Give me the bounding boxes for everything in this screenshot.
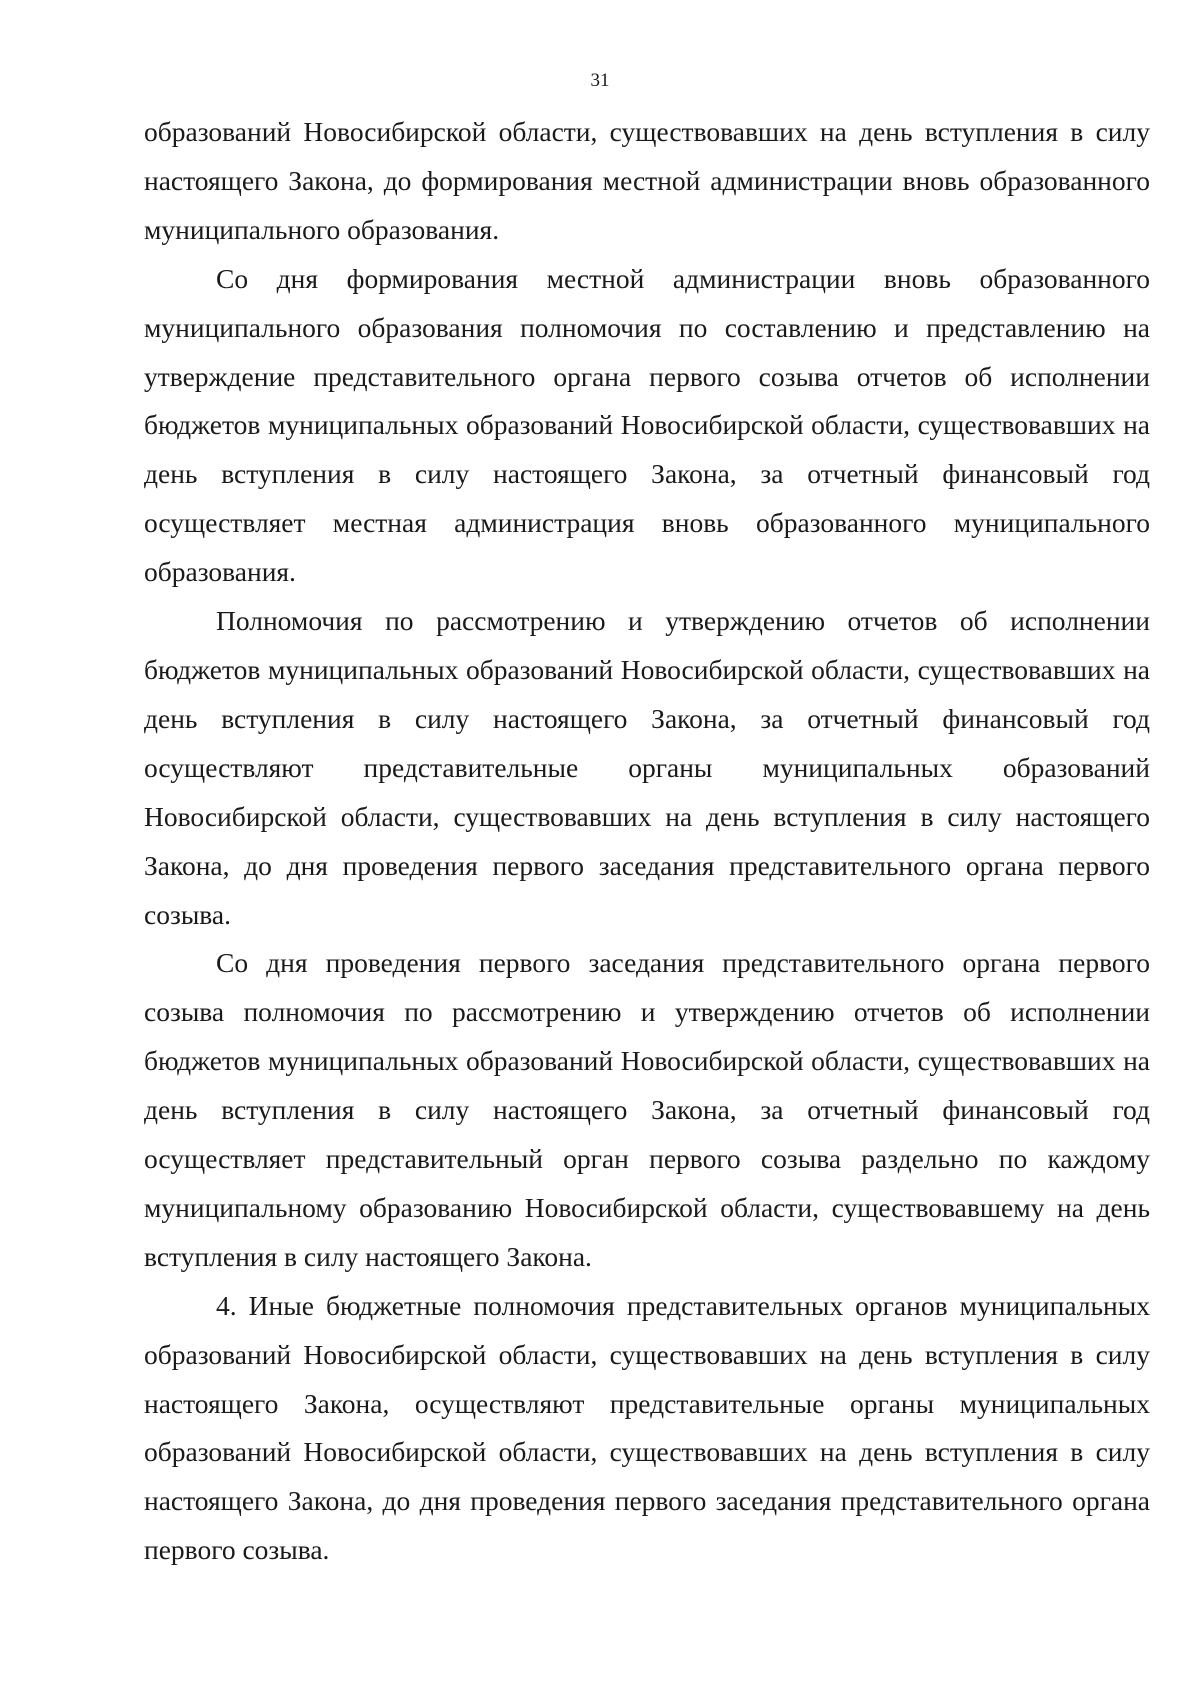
paragraph-report-approval: Полномочия по рассмотрению и утверждению отчетов об исполнении бюджетов муниципальных образований Новосибирской области, существовавших на день вступления в силу настоящего Закона, за отчетный финансовый год осуществляют представительные органы муниципальных образований Новосибирской области, существовавших на день вступления в силу настоящего Закона, до дня проведения первого заседания представительного органа первого созыва. [144, 605, 1150, 930]
paragraph-continuation: образований Новосибирской области, существовавших на день вступления в силу настоящего Закона, до формирования местной администрации вновь образованного муниципального образования. [144, 116, 1150, 245]
page-number: 31 [590, 70, 610, 91]
paragraph-clause-4: 4. Иные бюджетные полномочия представительных органов муниципальных образований Новосибирской области, существовавших на день вступления в силу настоящего Закона, осуществляют представительные органы муниципальных образований Новосибирской области, существовавших на день вступления в силу настоящего Закона, до дня проведения первого заседания представительного органа первого созыва. [144, 1289, 1150, 1566]
paragraph-first-session-approval: Со дня проведения первого заседания представительного органа первого созыва полномочия по рассмотрению и утверждению отчетов об исполнении бюджетов муниципальных образований Новосибирской области, существовавших на день вступления в силу настоящего Закона, за отчетный финансовый год осуществляет представительный орган первого созыва раздельно по каждому муниципальному образованию Новосибирской области, существовавшему на день вступления в силу настоящего Закона. [144, 947, 1150, 1272]
paragraph-report-preparation: Со дня формирования местной администрации вновь образованного муниципального образования полномочия по составлению и представлению на утверждение представительного органа первого созыва отчетов об исполнении бюджетов муниципальных образований Новосибирской области, существовавших на день вступления в силу настоящего Закона, за отчетный финансовый год осуществляет местная администрация вновь образованного муниципального образования. [144, 262, 1150, 588]
document-body [144, 108, 1150, 1575]
